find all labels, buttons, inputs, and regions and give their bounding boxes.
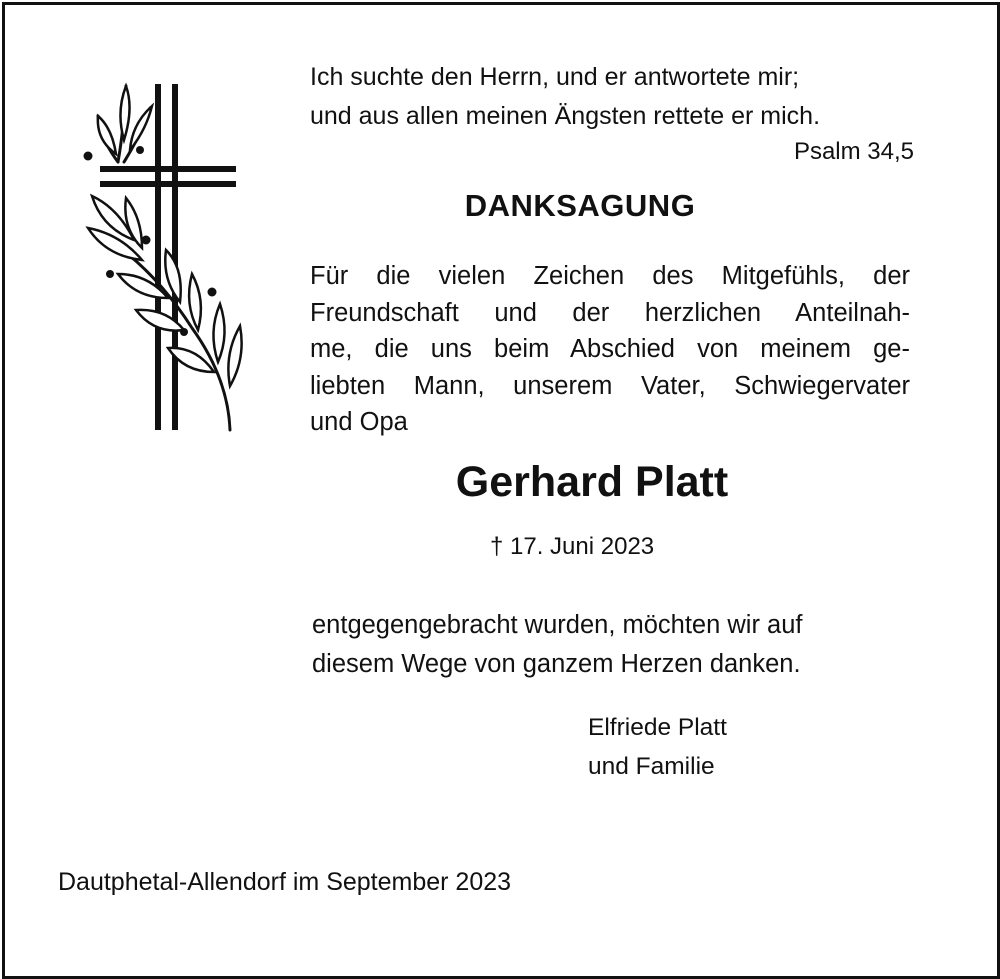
intro-line: me, die uns beim Abschied von meinem ge- (310, 335, 910, 363)
intro-line: und Opa (310, 408, 408, 436)
closing-text (312, 606, 802, 684)
place-and-date: Dautphetal-Allendorf im September 2023 (58, 868, 512, 896)
signature-line: Elfriede Platt (588, 714, 727, 741)
death-date: † 17. Juni 2023 (490, 533, 655, 560)
intro-line: Für die vielen Zeichen des Mitgefühls, der (310, 262, 910, 290)
bible-quote (310, 58, 820, 136)
closing-line: diesem Wege von ganzem Herzen danken. (312, 650, 801, 678)
signature (588, 708, 727, 786)
quote-line: und aus allen meinen Ängsten rettete er mich. (310, 102, 821, 130)
signature-line: und Familie (588, 753, 715, 780)
deceased-name: Gerhard Platt (455, 458, 729, 506)
quote-line: Ich suchte den Herrn, und er antwortete mir; (310, 63, 800, 91)
intro-text (310, 258, 910, 441)
closing-line: entgegengebracht wurden, möchten wir auf (312, 611, 803, 639)
intro-line: liebten Mann, unserem Vater, Schwiegervater (310, 371, 910, 400)
cross-with-palm-branch-icon (80, 78, 255, 438)
quote-source: Psalm 34,5 (793, 138, 914, 165)
intro-line: Freundschaft und der herzlichen Anteilnah- (310, 298, 910, 327)
notice-heading: DANKSAGUNG (464, 188, 696, 223)
